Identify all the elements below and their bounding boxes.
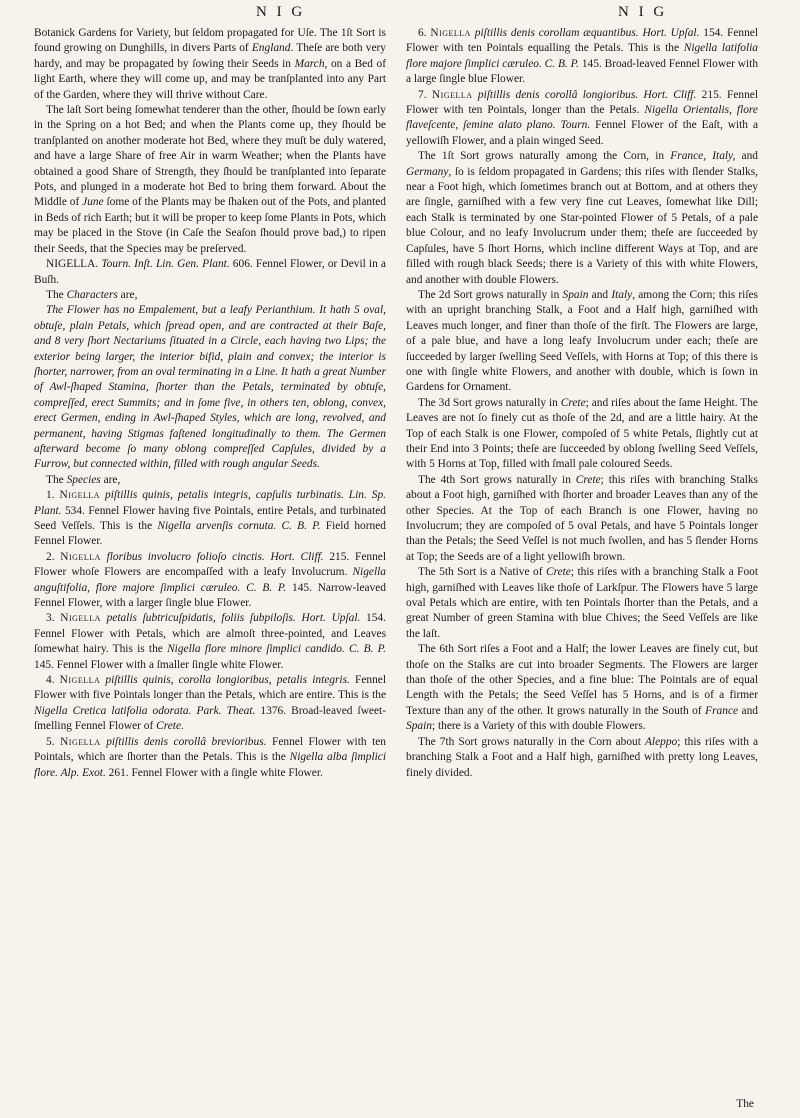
text-run: , on a Bed of light Earth, where they will come up, and may be tranſplanted into any Part of the Garden, where they will thrive without Care. xyxy=(34,57,386,101)
small-caps-text: Nigella xyxy=(59,674,101,687)
text-run: 145. Fennel Flower with a ſmaller ſingle white Flower. xyxy=(34,658,284,671)
text-run: Fennel Flower with ten Pointals, which are ſhorter than the Petals. This is the xyxy=(34,735,386,764)
left-column xyxy=(34,26,386,781)
paragraph xyxy=(34,673,386,735)
text-run: 1. xyxy=(46,489,60,502)
italic-text: Crete xyxy=(560,396,586,409)
paragraph xyxy=(406,26,758,88)
text-run: 154. Fennel Flower with Petals, which are almoſt three-pointed, and Leaves ſomewhat hairy. This is the xyxy=(34,612,386,656)
italic-text: Species xyxy=(66,473,101,486)
italic-text: piſtillis denis corollâ longioribus. Hort. Cliff. xyxy=(477,88,697,101)
text-run: 3. xyxy=(46,612,61,625)
text-run: 6. xyxy=(418,27,431,39)
text-run: 261. Fennel Flower with a ſingle white Flower. xyxy=(105,766,323,779)
text-run: NIGELLA. xyxy=(46,258,102,271)
text-run: Fennel Flower of the Eaſt, with a yellowiſh Flower, and a plain winged Seed. xyxy=(406,119,759,147)
paragraph xyxy=(406,565,758,642)
text-run: Botanick Gardens for Variety, but ſeldom propagated for Uſe. The 1ſt Sort is found growing on Dunghills, in divers Parts of xyxy=(34,27,386,55)
italic-text: Nigella arvenſis cornuta. C. B. P. xyxy=(157,520,321,532)
text-run: . Theſe are both very hardy, and may be propagated by ſowing their Seeds in xyxy=(34,42,386,70)
text-run: The 6th Sort riſes a Foot and a Half; the lower Leaves are finely cut, but thoſe on the Stalks are cut into broader Segments. The Flowers are larger than thoſe of the other Species, and a fine blue: The Pointals are of equal Length with the Petals; the Seed Veſſel has 5 Horns, and is of a firmer Texture than any of the other. It grows naturally in the South of xyxy=(406,643,758,717)
text-run: ; this riſes with a branching Stalk a Foot high, garniſhed with Leaves like thoſe of Larkſpur. The Flowers have 5 large oval Petals which are entire, with ten Pointals ſhorter than the Petals, and a great Number of green Stamina with blue Chives; the Seed Veſſels are like the laſt. xyxy=(406,566,758,640)
text-run: ; and riſes about the ſame Height. The Leaves are not ſo finely cut as thoſe of the 2d, and are a little hairy. At the Top of each Stalk is one Flower, compoſed of 5 white Petals, ſlightly cut at their End into 3 Points; theſe are ſucceeded by oblong ſwelling Seed Veſſels, with 5 Horns at Top, filled with ſmall pale coloured Seeds. xyxy=(406,396,758,471)
italic-text: Crete xyxy=(156,720,182,733)
italic-text: Nigella Cretica latifolia odorata. Park. Theat. xyxy=(34,704,256,717)
text-run: 1376. Broad-leaved ſweet-ſmelling Fennel Flower of xyxy=(34,704,386,733)
italic-text: England xyxy=(251,42,291,55)
italic-text: Nigella alba ſimplici flore. Alp. Exot. xyxy=(34,751,386,779)
paragraph xyxy=(406,473,758,565)
text-run: The 1ſt Sort grows naturally among the Corn, in xyxy=(418,150,671,163)
text-run: , ſo is ſeldom propagated in Gardens; this riſes with ſlender Stalks, near a Foot high, which ſometimes branch out at Bottom, and at others they are ſingle, garniſhed with a few very fine cut Leaves, ſomewhat like Dill; each Stalk is terminated by one Star-pointed Flower of 5 Petals, of a pale blue Colour, and no leafy Involucrum under them; theſe are ſucceeded by Capſules, have 5 ſhort Horns, which incline different Ways at Top, and are filled with rough black Seeds; there is a Variety of this with white Flowers, and another with double Flowers. xyxy=(406,165,758,286)
paragraph xyxy=(406,149,758,288)
paragraph xyxy=(406,88,758,150)
text-run: and xyxy=(738,704,758,717)
text-run: 215. Fennel Flower with ten Pointals, longer than the Petals. xyxy=(406,88,758,117)
text-run: 145. Broad-leaved Fennel Flower with a large ſingle blue Flower. xyxy=(406,57,759,86)
text-run: 534. Fennel Flower having five Pointals, entire Petals, and turbinated Seed Veſſels. This is the xyxy=(34,504,386,532)
italic-text: March xyxy=(294,57,325,70)
small-caps-text: Nigella xyxy=(59,489,101,502)
right-column xyxy=(406,26,758,781)
italic-text: petalis ſubtricuſpidatis, foliis ſubpiloſis. Hort. Upſal. xyxy=(106,612,361,625)
paragraph xyxy=(406,642,758,734)
text-run: ; this riſes with branching Stalks about a Foot high, garniſhed with ſhorter and broader Leaves than any of the other Species. At the Top of each Branch is one Flower, having no Involucrum; they are compoſed of 5 oval Petals, and have 5 Pointals longer than the Petals; the Seed Veſſel is not much ſwollen, and has 5 ſlender Horns at Top; the Seeds are of a light yellowiſh brown. xyxy=(406,473,758,563)
text-run: 154. Fennel Flower with ten Pointals equalling the Petals. This is the xyxy=(406,27,758,55)
text-run: 5. xyxy=(46,735,61,748)
text-run: The xyxy=(46,288,67,301)
running-head-right: N I G xyxy=(618,4,668,20)
italic-text: The Flower has no Empalement, but a leafy Perianthium. It hath 5 oval, obtuſe, plain Petals, which ſpread open, and are contracted at their Baſe, and 8 very ſhort Nectariums ſituated in a Circle, each having two Lips; the exterior being larger, the interior bifid, plain and convex; the interior is ſhorter, narrower, from an oval terminating in a Line. It hath a great Number of Awl-ſhaped Stamina, ſhorter than the Petals, terminated by obtuſe, compreſſed, erect Summits; and in ſome five, in others ten, oblong, convex, erect Germen, ending in Awl-ſhaped Styles, which are long, revolved, and permanent, having Stigmas faſtened longitudinally to them. The Germen afterward become ſo many oblong compreſſed Capſules, divided by a Furrow, but connected within, filled with rough angular Seeds. xyxy=(34,304,386,471)
small-caps-text: Nigella xyxy=(431,88,473,101)
italic-text: Aleppo xyxy=(644,735,678,748)
italic-text: France xyxy=(705,704,739,717)
paragraph xyxy=(34,488,386,550)
italic-text: France, Italy, xyxy=(670,150,736,163)
running-head-left: N I G xyxy=(256,4,306,20)
text-run: 4. xyxy=(46,674,60,687)
paragraph xyxy=(34,103,386,257)
paragraph xyxy=(34,611,386,673)
text-run: 2. xyxy=(46,550,61,563)
paragraph xyxy=(34,550,386,612)
text-run: 7. xyxy=(418,88,432,101)
italic-text: Tourn. Inſt. Lin. Gen. Plant. xyxy=(101,258,230,271)
text-run: ; this riſes with a branching Stalk a Foot and a Half high, garniſhed with pretty long Leaves, finely divided. xyxy=(406,735,759,779)
italic-text: Nigella Orientalis, flore flaveſcente, ſemine alato plano. Tourn. xyxy=(406,104,758,132)
text-run: , among the Corn; this riſes with an upright branching Stalk, a Foot and a Half high, garniſhed with Leaves much longer, and finer than thoſe of the firſt. The Flowers are large, of a pale blue, and have a long leafy Involucrum under each; theſe are ſucceeded by larger ſwelling Seed Veſſels, with Horns at Top; of this there is one with ſingle white Flowers, and another with double, which is ſown in Gardens for Ornament. xyxy=(406,288,758,394)
small-caps-text: Nigella xyxy=(60,612,101,625)
text-run: 145. Narrow-leaved Fennel Flower, with a larger ſingle blue Flower. xyxy=(34,581,387,610)
paragraph xyxy=(34,26,386,103)
italic-text: piſtillis denis corollâ brevioribus. xyxy=(106,735,267,748)
text-run: are, xyxy=(117,288,138,301)
italic-text: Crete xyxy=(575,473,601,486)
text-run: are, xyxy=(100,473,121,486)
text-run: Field horned Fennel Flower. xyxy=(34,520,386,548)
text-run: ; there is a Variety of this with double Flowers. xyxy=(431,720,646,733)
text-run: The laſt Sort being ſomewhat tenderer than the other, ſhould be ſown early in the Spring on a hot Bed; and when the Plants come up, they ſhould be tranſplanted on another moderate hot Bed, where they muſt be duly watered, and have a large Share of free Air in warm Weather; when the Plants have obtained a good Share of Strength, they ſhould be tranſplanted into ſeparate Pots, and plunged in a moderate hot Bed to bring them forward. About the Middle of xyxy=(34,104,386,209)
italic-text: Italy xyxy=(611,288,633,301)
text-run: The 4th Sort grows naturally in xyxy=(418,473,576,486)
paragraph xyxy=(406,288,758,396)
text-run: ſome of the Plants may be ſhaken out of the Pots, and planted in Beds of rich Earth; but it will be proper to keep ſome Plants in Pots, which may be placed in the Stove (in Caſe the Seaſon ſhould prove bad,) to ripen their Seeds, that the Species may be preſerved. xyxy=(34,196,386,255)
italic-text: Germany xyxy=(406,165,449,178)
paragraph xyxy=(34,288,386,303)
italic-text: Nigella anguſtifolia, flore majore ſimplici cæruleo. C. B. P. xyxy=(34,566,386,594)
italic-text: Nigella flore minore ſimplici candido. C. B. P. xyxy=(167,643,386,656)
paragraph xyxy=(406,396,758,473)
italic-text: Spain xyxy=(562,288,589,301)
italic-text: Spain xyxy=(406,720,432,733)
text-run: The xyxy=(46,473,67,486)
text-run: and xyxy=(735,150,758,163)
text-run: Fennel Flower with five Pointals longer than the Petals, which are entire. This is the xyxy=(34,674,386,702)
text-run: 606. Fennel Flower, or Devil in a Buſh. xyxy=(34,258,386,286)
text-run: The 2d Sort grows naturally in xyxy=(418,288,563,301)
text-run: and xyxy=(588,288,612,301)
paragraph xyxy=(34,735,386,781)
italic-text: piſtillis quinis, petalis integris, capſulis turbinatis. Lin. Sp. Plant. xyxy=(34,489,386,517)
paragraph xyxy=(406,735,758,781)
paragraph xyxy=(34,257,386,288)
text-run: The 7th Sort grows naturally in the Corn about xyxy=(418,735,645,748)
small-caps-text: Nigella xyxy=(60,550,101,563)
italic-text: piſtillis quinis, corolla longioribus, petalis integris. xyxy=(105,674,350,687)
italic-text: June xyxy=(82,196,104,209)
text-run: 215. Fennel Flower whoſe Flowers are encompaſſed with a leafy Involucrum. xyxy=(34,550,387,579)
italic-text: floribus involucro folioſo cinctis. Hort. Cliff. xyxy=(106,550,324,563)
paragraph xyxy=(34,303,386,472)
catchword: The xyxy=(736,1098,754,1110)
italic-text: Characters xyxy=(66,288,118,301)
italic-text: Nigella latifolia flore majore ſimplici cæruleo. C. B. P. xyxy=(406,42,758,70)
text-run: The 3d Sort grows naturally in xyxy=(418,396,561,409)
paragraph xyxy=(34,473,386,488)
italic-text: piſtillis denis corollam æquantibus. Hort. Upſal. xyxy=(474,27,700,39)
small-caps-text: Nigella xyxy=(430,27,471,39)
italic-text: Crete xyxy=(545,566,571,579)
text-run: . xyxy=(181,720,184,733)
text-run: The 5th Sort is a Native of xyxy=(418,566,546,579)
small-caps-text: Nigella xyxy=(60,735,101,748)
